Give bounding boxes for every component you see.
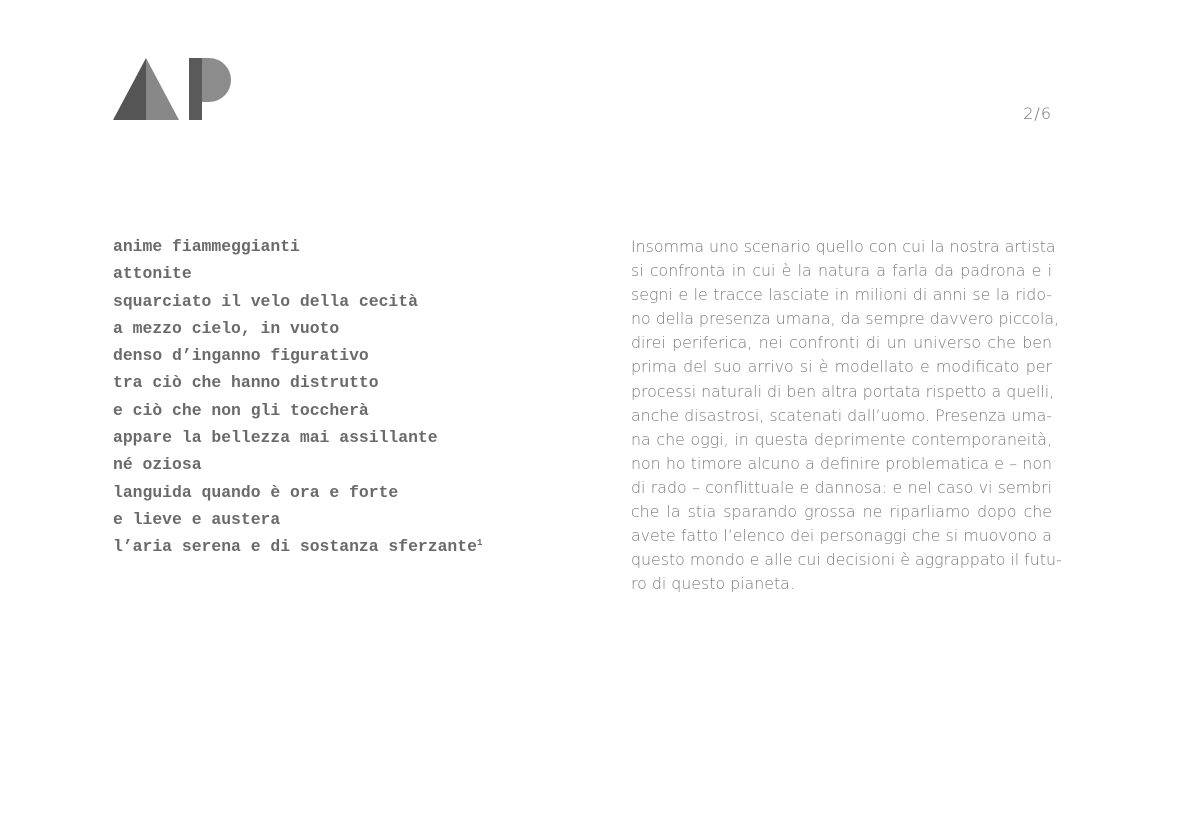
poem-line: anime fiammeggianti [113, 237, 300, 256]
prose-line: direi periferica, nei confronti di un universo che ben [631, 333, 1052, 353]
prose-line: di rado – conflittuale e dannosa: e nel caso vi sembri [631, 477, 1052, 497]
poem-line: né oziosa [113, 455, 202, 475]
prose-line: segni e le tracce lasciate in milioni di anni se la rido- [631, 285, 1052, 305]
logo-p-stem [189, 58, 202, 120]
prose-line: questo mondo e alle cui decisioni è aggrappato il futu- [631, 550, 1062, 570]
prose-line: avete fatto l’elenco dei personaggi che si muovono a [631, 526, 1052, 546]
prose-line: che la stia sparando grossa ne riparliamo dopo che [631, 502, 1052, 522]
poem [113, 233, 553, 561]
ap-logo [113, 56, 235, 122]
prose-line: prima del suo arrivo si è modellato e modificato per [631, 357, 1052, 377]
footnote-marker[interactable]: 1 [476, 538, 483, 549]
poem-line: tra ciò che hanno distrutto [113, 373, 379, 393]
poem-line: appare la bellezza mai assillante [113, 428, 438, 448]
prose-line: processi naturali di ben altra portata rispetto a quelli, [631, 381, 1055, 401]
poem-line: languida quando è ora e forte [113, 482, 399, 502]
logo-triangle-light [146, 58, 179, 120]
poem-line: denso d’inganno figurativo [113, 346, 369, 366]
logo-triangle-dark [113, 58, 146, 120]
poem-line: a mezzo cielo, in vuoto [113, 318, 340, 338]
poem-line: e lieve e austera [113, 509, 281, 529]
prose-line: anche disastrosi, scatenati dall’uomo. Presenza uma- [631, 405, 1053, 425]
prose-line: ro di questo pianeta. [631, 574, 795, 594]
prose-line: no della presenza umana, da sempre davvero piccola, [631, 309, 1060, 329]
prose-paragraph [631, 235, 1062, 596]
page-number: 2/6 [1023, 104, 1052, 123]
prose-line: na che oggi, in questa deprimente contemporaneità, [631, 429, 1052, 449]
poem-line: squarciato il velo della cecità [113, 291, 418, 311]
poem-line: e ciò che non gli toccherà [113, 400, 369, 420]
prose-line: non ho timore alcuno a definire problematica e – non [631, 453, 1052, 473]
poem-line: l’aria serena e di sostanza sferzante$^1$ [113, 537, 483, 557]
prose-line: si confronta in cui è la natura a farla da padrona e i [631, 261, 1052, 281]
poem-line: attonite [113, 264, 192, 284]
prose-line: Insomma uno scenario quello con cui la nostra artista [631, 237, 1056, 256]
